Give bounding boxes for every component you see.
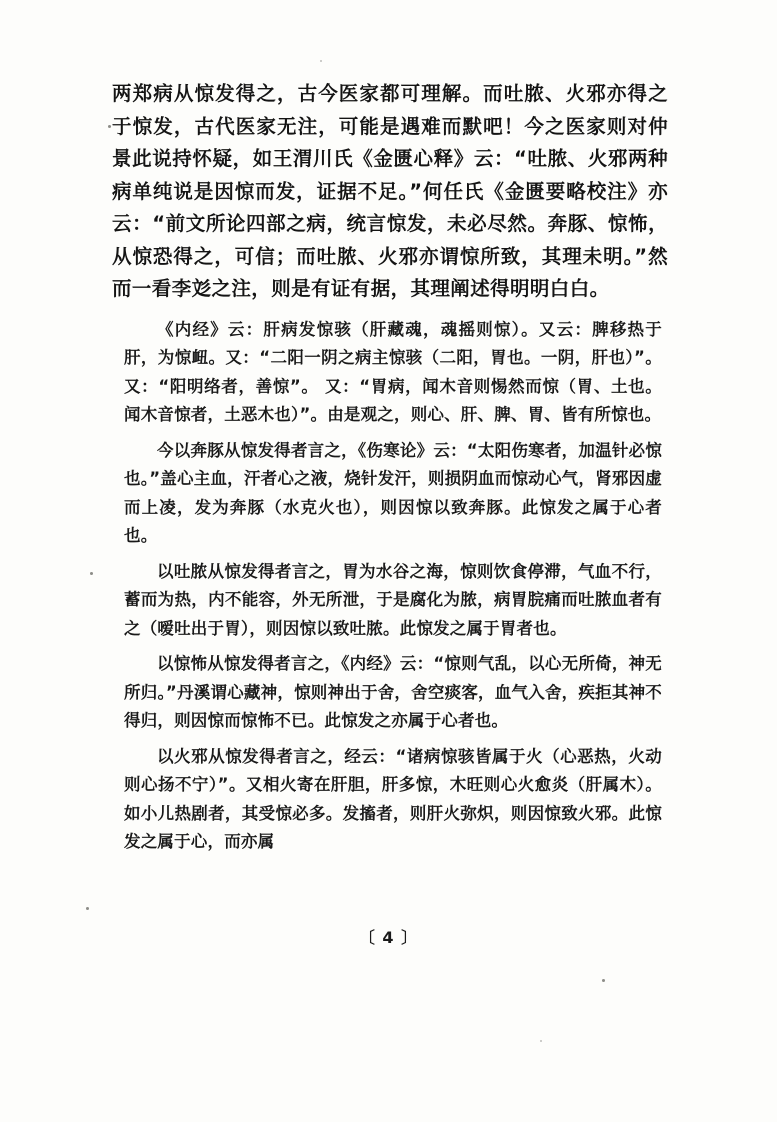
quoted-paragraph-4: 以惊怖从惊发得者言之，《内经》云：“惊则气乱，以心无所倚，神无所归。”丹溪谓心藏神，惊则神出于舍，舍空痰客，血气入舍，疾拒其神不得归，则因惊而惊怖不已。此惊发之亦属于心者也。 [124, 654, 662, 730]
scan-speck [86, 907, 89, 910]
quoted-paragraph-3: 以吐脓从惊发得者言之，胃为水谷之海，惊则饮食停滞，气血不行，蓄而为热，内不能容，外无所泄，于是腐化为脓，病胃脘痛而吐脓血者有之（嗳吐出于胃），则因惊以致吐脓。此惊发之属于胃者也。 [124, 561, 662, 638]
page-number: 〔 4 〕 [358, 928, 419, 947]
quoted-paragraph-5: 以火邪从惊发得者言之，经云：“诸病惊骇皆属于火（心恶热，火动则心扬不宁）”。又相火寄在肝胆，肝多惊，木旺则心火愈炎（肝属木）。如小儿热剧者，其受惊必多。发搐者，则肝火弥炽，则因惊致火邪。此惊发之属于心，而亦属 [124, 746, 662, 851]
scan-speck [540, 1040, 542, 1042]
scan-speck [108, 125, 111, 128]
quoted-text-block [112, 316, 668, 857]
intro-paragraph: 两郑病从惊发得之，古今医家都可理解。而吐脓、火邪亦得之于惊发，古代医家无注，可能是遇难而默吧！今之医家则对仲景此说持怀疑，如王渭川氏《金匮心释》云：“吐脓、火邪两种病单纯说是因惊而发，证据不足。”何任氏《金匮要略校注》亦云：“前文所论四部之病，统言惊发，未必尽然。奔豚、惊怖，从惊恐得之，可信；而吐脓、火邪亦谓惊所致，其理未明。”然而一看李彣之注，则是有证有据，其理阐述得明明白白。 [112, 82, 668, 300]
scan-speck [602, 979, 605, 982]
quoted-paragraph-2: 今以奔豚从惊发得者言之，《伤寒论》云：“太阳伤寒者，加温针必惊也。”盖心主血，汗者心之液，烧针发汗，则损阴血而惊动心气，肾邪因虚而上凌，发为奔豚（水克火也），则因惊以致奔豚。此惊发之属于心者也。 [124, 440, 662, 545]
page-content [112, 78, 668, 864]
scan-speck [320, 60, 322, 62]
quoted-paragraph-1: 《内经》云：肝病发惊骇（肝藏魂，魂摇则惊）。又云：脾移热于肝，为惊衄。又：“二阳一阴之病主惊骇（二阳，胃也。一阴，肝也）”。又：“阳明络者，善惊”。 又：“胃病，闻木音则惕然而惊（胃、土也。闻木音惊者，土恶木也）”。由是观之，则心、肝、脾、胃、皆有所惊也。 [124, 319, 662, 424]
scan-speck [90, 572, 93, 575]
